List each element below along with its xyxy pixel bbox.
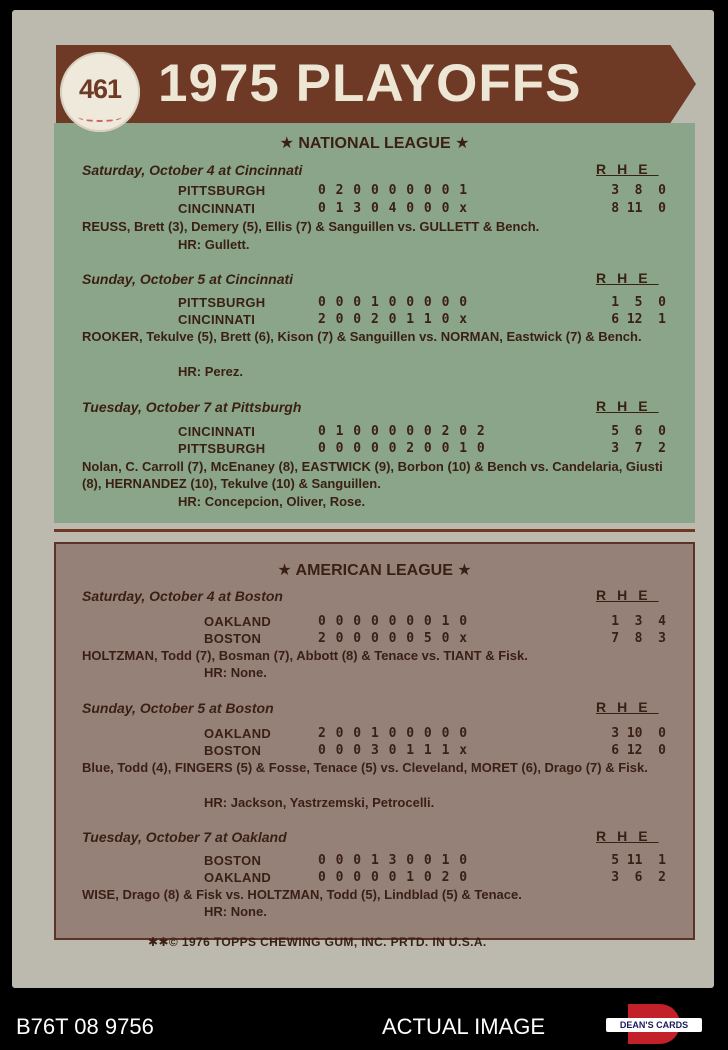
rhe-header: RHE (596, 699, 659, 715)
rhe-header: RHE (596, 587, 659, 603)
game-date: Saturday, October 4 at Cincinnati (82, 162, 303, 178)
game-date: Sunday, October 5 at Cincinnati (82, 271, 294, 287)
inning-scores: 2 0 0 1 0 0 0 0 0 (318, 726, 469, 741)
deans-cards-logo (606, 1004, 702, 1044)
rhe-totals: 1 3 4 (611, 614, 666, 629)
home-runs-line: HR: Perez. (178, 364, 244, 379)
american-league-panel (54, 542, 695, 940)
logo-text: DEAN'S CARDS (606, 1018, 702, 1032)
pitchers-line: Blue, Todd (4), FINGERS (5) & Fosse, Tenace (5) vs. Cleveland, MORET (6), Drago (7) & Fisk. (82, 760, 648, 775)
team-name: BOSTON (204, 743, 262, 758)
rhe-header: RHE (596, 270, 659, 286)
team-name: BOSTON (204, 853, 262, 868)
rhe-totals: 6 12 1 (611, 312, 666, 327)
team-name: CINCINNATI (178, 201, 256, 216)
team-name: BOSTON (204, 631, 262, 646)
inning-scores: 0 1 0 0 0 0 0 2 0 2 (318, 424, 486, 439)
home-runs-line: HR: None. (204, 904, 267, 919)
section-divider (54, 529, 695, 532)
inning-scores: 0 0 0 0 0 0 0 1 0 (318, 614, 469, 629)
home-runs-line: HR: Gullett. (178, 237, 250, 252)
team-name: CINCINNATI (178, 312, 256, 327)
rhe-header: RHE (596, 398, 659, 414)
team-name: OAKLAND (204, 870, 272, 885)
card-title: 1975 PLAYOFFS (158, 54, 582, 113)
rhe-totals: 3 7 2 (611, 441, 666, 456)
rhe-totals: 3 10 0 (611, 726, 666, 741)
home-runs-line: HR: Jackson, Yastrzemski, Petrocelli. (204, 795, 435, 810)
inning-scores: 0 0 0 3 0 1 1 1 x (318, 743, 469, 758)
rhe-totals: 5 11 1 (611, 853, 666, 868)
game-date: Tuesday, October 7 at Pittsburgh (82, 399, 302, 415)
league-heading: ★ AMERICAN LEAGUE ★ (277, 562, 472, 579)
rhe-totals: 7 8 3 (611, 631, 666, 646)
team-name: PITTSBURGH (178, 183, 266, 198)
rhe-header: RHE (596, 161, 659, 177)
rhe-header: RHE (596, 828, 659, 844)
card-number: 461 (78, 74, 122, 104)
league-heading: ★ NATIONAL LEAGUE ★ (279, 135, 470, 152)
game-date: Sunday, October 5 at Boston (82, 700, 274, 716)
inning-scores: 0 1 3 0 4 0 0 0 x (318, 201, 469, 216)
team-name: PITTSBURGH (178, 441, 266, 456)
inventory-code: B76T 08 9756 (16, 1014, 154, 1039)
team-name: OAKLAND (204, 614, 272, 629)
inning-scores: 0 0 0 1 3 0 0 1 0 (318, 853, 469, 868)
pitchers-line: REUSS, Brett (3), Demery (5), Ellis (7) & Sanguillen vs. GULLETT & Bench. (82, 219, 540, 234)
pitchers-line: WISE, Drago (8) & Fisk vs. HOLTZMAN, Todd (5), Lindblad (5) & Tenace. (82, 887, 522, 902)
inning-scores: 0 2 0 0 0 0 0 0 1 (318, 183, 469, 198)
inning-scores: 2 0 0 2 0 1 1 0 x (318, 312, 469, 327)
home-runs-line: HR: None. (204, 665, 267, 680)
pitchers-line: ROOKER, Tekulve (5), Brett (6), Kison (7) & Sanguillen vs. NORMAN, Eastwick (7) & Bench. (82, 329, 642, 344)
rhe-totals: 6 12 0 (611, 743, 666, 758)
actual-image-label: ACTUAL IMAGE (382, 1014, 545, 1039)
national-league-panel (54, 123, 695, 523)
baseball-stitch (78, 112, 122, 122)
home-runs-line: HR: Concepcion, Oliver, Rose. (178, 494, 366, 509)
team-name: CINCINNATI (178, 424, 256, 439)
rhe-totals: 5 6 0 (611, 424, 666, 439)
copyright-footer: ✱✱© 1976 TOPPS CHEWING GUM, INC. PRTD. IN U.S.A. (148, 935, 487, 949)
rhe-totals: 3 8 0 (611, 183, 666, 198)
inning-scores: 2 0 0 0 0 0 5 0 x (318, 631, 469, 646)
rhe-totals: 8 11 0 (611, 201, 666, 216)
inning-scores: 0 0 0 0 0 1 0 2 0 (318, 870, 469, 885)
rhe-totals: 3 6 2 (611, 870, 666, 885)
team-name: OAKLAND (204, 726, 272, 741)
pitchers-line: HOLTZMAN, Todd (7), Bosman (7), Abbott (8) & Tenace vs. TIANT & Fisk. (82, 648, 528, 663)
pitchers-line: Nolan, C. Carroll (7), McEnaney (8), EASTWICK (9), Borbon (10) & Bench vs. Candelaria, Giusti (8), HERNANDEZ (10), Tekulve (10) & Sanguillen. (82, 459, 663, 491)
rhe-totals: 1 5 0 (611, 295, 666, 310)
baseball-icon (60, 52, 140, 132)
game-date: Saturday, October 4 at Boston (82, 588, 283, 604)
team-name: PITTSBURGH (178, 295, 266, 310)
game-date: Tuesday, October 7 at Oakland (82, 829, 287, 845)
inning-scores: 0 0 0 1 0 0 0 0 0 (318, 295, 469, 310)
inning-scores: 0 0 0 0 0 2 0 0 1 0 (318, 441, 486, 456)
